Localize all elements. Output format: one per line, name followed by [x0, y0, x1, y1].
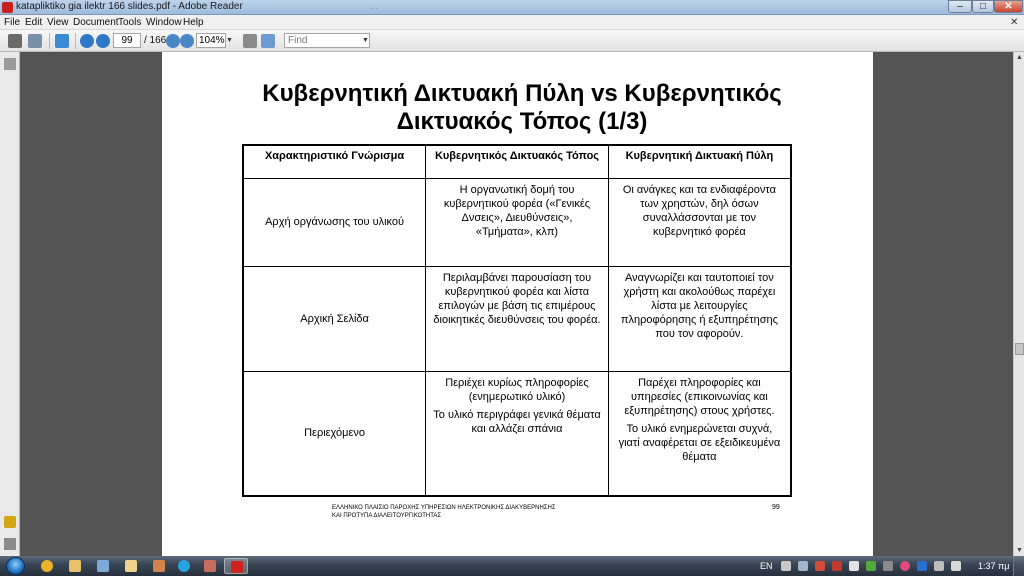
comparison-table	[242, 144, 792, 497]
menu-document[interactable]: Document	[73, 17, 119, 28]
zoom-out-icon[interactable]	[166, 34, 180, 48]
vertical-scrollbar[interactable]	[1013, 52, 1024, 556]
pages-icon[interactable]	[4, 58, 16, 70]
taskbar-app-active[interactable]	[224, 558, 248, 574]
taskbar-app[interactable]	[198, 558, 222, 574]
tray-icon[interactable]	[866, 561, 876, 571]
print-icon[interactable]	[8, 34, 22, 48]
row-feature: Αρχή οργάνωσης του υλικού	[243, 178, 426, 267]
title-bar	[0, 0, 1024, 15]
page-total: / 166	[144, 35, 167, 46]
menu-tools[interactable]: Tools	[118, 17, 142, 28]
email-icon[interactable]	[28, 34, 42, 48]
table-row	[243, 267, 791, 372]
slide-footer	[332, 504, 556, 520]
tray-icon[interactable]	[849, 561, 859, 571]
table-header-row	[243, 145, 791, 178]
minimize-button[interactable]: –	[948, 0, 972, 13]
close-document-icon[interactable]: ✕	[1010, 17, 1019, 28]
taskbar-app[interactable]	[91, 558, 115, 574]
taskbar-app[interactable]	[119, 558, 143, 574]
zoom-dropdown-icon[interactable]: ▼	[226, 37, 233, 44]
find-dropdown-icon[interactable]: ▼	[362, 37, 369, 44]
media-icon	[97, 560, 109, 572]
language-indicator[interactable]: EN	[760, 561, 773, 571]
bluetooth-icon[interactable]	[917, 561, 927, 571]
tray-icon[interactable]	[798, 561, 808, 571]
taskbar-app[interactable]	[63, 558, 87, 574]
table-row	[243, 178, 791, 267]
header-site: Κυβερνητικός Δικτυακός Τόπος	[426, 145, 609, 178]
window-title: katapliktiko gia ilektr 166 slides.pdf - Adobe Reader	[16, 1, 243, 12]
volume-icon[interactable]	[951, 561, 961, 571]
zoom-input[interactable]: 104%	[196, 33, 226, 48]
row-site: Περιέχει κυρίως πληροφορίες (ενημερωτικό υλικό) Το υλικό περιγράφει γενικά θέματα και αλλάζει σπάνια	[426, 371, 609, 496]
header-feature: Χαρακτηριστικό Γνώρισμα	[243, 145, 426, 178]
table-row	[243, 371, 791, 496]
slide-title: Κυβερνητική Δικτυακή Πύλη vs Κυβερνητικός Δικτυακός Τόπος (1/3)	[262, 80, 782, 135]
show-desktop-button[interactable]	[1013, 556, 1024, 576]
full-screen-icon[interactable]	[261, 34, 275, 48]
tray-icon[interactable]	[900, 561, 910, 571]
menu-help[interactable]: Help	[183, 17, 204, 28]
header-portal: Κυβερνητική Δικτυακή Πύλη	[608, 145, 791, 178]
clock[interactable]: 1:37 πμ	[978, 561, 1010, 571]
taskbar-app[interactable]	[147, 558, 171, 574]
network-icon[interactable]	[934, 561, 944, 571]
menu-edit[interactable]: Edit	[25, 17, 43, 28]
row-site: Η οργανωτική δομή του κυβερνητικού φορέα («Γενικές Δνσεις», Διευθύνσεις», «Τμήματα», κλπ)	[426, 178, 609, 267]
prev-page-icon[interactable]	[80, 34, 94, 48]
toolbar	[0, 30, 1024, 52]
adobe-reader-icon	[2, 2, 13, 13]
row-portal: Οι ανάγκες και τα ενδιαφέροντα των χρηστών, δηλ όσων συναλλάσσονται με τον κυβερνητικό φορέα	[608, 178, 791, 267]
row-portal: Αναγνωρίζει και ταυτοποιεί τον χρήστη και ακολούθως παρέχει λίστα με λειτουργίες πληροφόρησης ή εξυπηρέτησης που τον αφορούν.	[608, 267, 791, 372]
scroll-up-icon[interactable]: ▲	[1016, 54, 1023, 61]
faded-title-text: ...	[370, 1, 379, 12]
toolbar-separator	[75, 33, 76, 49]
taskbar-app[interactable]	[35, 558, 59, 574]
folder-icon	[125, 560, 137, 572]
start-button[interactable]	[6, 557, 25, 575]
scroll-thumb[interactable]	[1015, 343, 1024, 355]
explorer-icon	[69, 560, 81, 572]
player-icon	[153, 560, 165, 572]
row-feature: Περιεχόμενο	[243, 371, 426, 496]
slide-page-number: 99	[772, 504, 780, 511]
share-icon[interactable]	[55, 34, 69, 48]
skype-icon	[178, 560, 190, 572]
tray-icon[interactable]	[832, 561, 842, 571]
scroll-down-icon[interactable]: ▼	[1016, 547, 1023, 554]
taskbar	[0, 556, 1024, 576]
next-page-icon[interactable]	[96, 34, 110, 48]
document-view[interactable]	[21, 52, 1013, 556]
gallery-icon	[204, 560, 216, 572]
menu-window[interactable]: Window	[146, 17, 182, 28]
close-button[interactable]: ✕	[994, 0, 1023, 13]
tray-icon[interactable]	[781, 561, 791, 571]
maximize-button[interactable]: □	[972, 0, 994, 13]
tray-icon[interactable]	[883, 561, 893, 571]
find-input[interactable]: Find	[284, 33, 370, 48]
pdf-page	[162, 52, 873, 556]
menu-file[interactable]: File	[4, 17, 21, 28]
navigation-panel	[0, 52, 20, 556]
taskbar-app[interactable]	[172, 558, 196, 574]
row-portal: Παρέχει πληροφορίες και υπηρεσίες (επικοινωνίας και εξυπηρέτησης) στους χρήστες. Το υλικό ενημερώνεται συχνά, γιατί αναφέρεται σε εξειδικευμένα θέματα	[608, 371, 791, 496]
row-site: Περιλαμβάνει παρουσίαση του κυβερνητικού φορέα και λίστα επιλογών με βάση τις επιμέρους διοικητικές διευθύνσεις του φορέα.	[426, 267, 609, 372]
footer-line-1: ΕΛΛΗΝΙΚΟ ΠΛΑΙΣΙΟ ΠΑΡΟΧΗΣ ΥΠΗΡΕΣΙΩΝ ΗΛΕΚΤΡΟΝΙΚΗΣ ΔΙΑΚΥΒΕΡΝΗΣΗΣ	[332, 505, 556, 511]
toolbar-separator	[49, 33, 50, 49]
comments-icon[interactable]	[4, 516, 16, 528]
adobe-reader-icon	[231, 561, 243, 573]
fit-page-icon[interactable]	[243, 34, 257, 48]
tray-icon[interactable]	[815, 561, 825, 571]
chrome-icon	[41, 560, 53, 572]
attachment-icon[interactable]	[4, 538, 16, 550]
footer-line-2: ΚΑΙ ΠΡΟΤΥΠΑ ΔΙΑΛΕΙΤΟΥΡΓΙΚΟΤΗΤΑΣ	[332, 513, 442, 519]
zoom-in-icon[interactable]	[180, 34, 194, 48]
row-feature: Αρχική Σελίδα	[243, 267, 426, 372]
menu-bar	[0, 15, 1024, 30]
menu-view[interactable]: View	[47, 17, 69, 28]
page-number-input[interactable]: 99	[113, 33, 141, 48]
